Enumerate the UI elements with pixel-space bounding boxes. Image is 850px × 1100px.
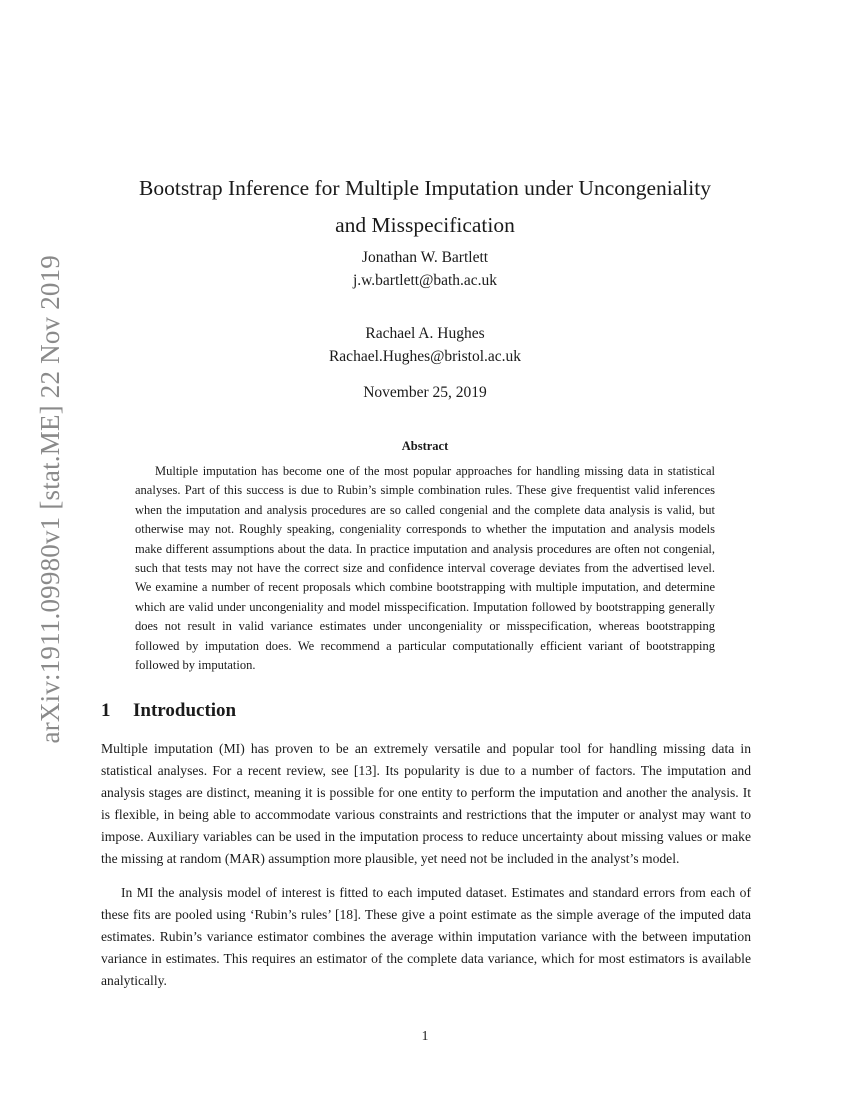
intro-paragraph-1: Multiple imputation (MI) has proven to be an extremely versatile and popular tool for handling missing data in statistical analyses. For a recent review, see [13]. Its popularity is due to a number of factors. The imputation and analysis stages are distinct, meaning it is possible for one entity to perform the imputation and another the analysis. It is flexible, in being able to accommodate various constraints and restrictions that the imputer or analyst may want to impose. Auxiliary variables can be used in the imputation process to reduce uncertainty about missing values or make the missing at random (MAR) assumption more plausible, yet need not be included in the analyst’s model. [101,741,751,866]
section-title: Introduction [133,700,237,721]
arxiv-identifier-stamp: arXiv:1911.09980v1 [stat.ME] 22 Nov 2019 [35,255,65,744]
publication-date: November 25, 2019 [363,384,487,401]
paper-title-line-1: Bootstrap Inference for Multiple Imputation under Uncongeniality [139,176,711,201]
section-heading [101,700,236,722]
author-1-name: Jonathan W. Bartlett [361,249,489,266]
abstract-text: Multiple imputation has become one of the most popular approaches for handling missing data in statistical analyses. Part of this success is due to Rubin’s simple combination rules. These give frequentist valid inferences when the imputation and analysis procedures are so called congenial and the complete data analysis is valid, but otherwise may not. Roughly speaking, congeniality corresponds to whether the imputation and analysis models make different assumptions about the data. In practice imputation and analysis procedures are often not congenial, such that tests may not have the correct size and confidence interval coverage deviates from the advertised level. We examine a number of recent proposals which combine bootstrapping with multiple imputation, and determine which are valid under uncongeniality and model misspecification. Imputation followed by bootstrapping generally does not result in valid variance estimates under uncongeniality or misspecification, whereas bootstrapping followed by imputation does. We recommend a particular computationally efficient variant of bootstrapping followed by imputation. [135,464,715,673]
author-2-name: Rachael A. Hughes [365,325,485,342]
paper-title [90,170,760,244]
author-2-email: Rachael.Hughes@bristol.ac.uk [328,348,522,365]
page-number: 1 [421,1028,429,1043]
author-1-email: j.w.bartlett@bath.ac.uk [352,272,498,289]
paper-title-line-2: and Misspecification [335,213,515,238]
section-number: 1 [101,700,111,721]
abstract-heading: Abstract [401,439,449,453]
intro-paragraph-2: In MI the analysis model of interest is fitted to each imputed dataset. Estimates and standard errors from each of these fits are pooled using ‘Rubin’s rules’ [18]. These give a point estimate as the simple average of the imputed data estimates. Rubin’s variance estimator combines the average within imputation variance with the between imputation variance in estimates. This requires an estimator of the complete data variance, which for most estimators is available analytically. [101,885,751,988]
